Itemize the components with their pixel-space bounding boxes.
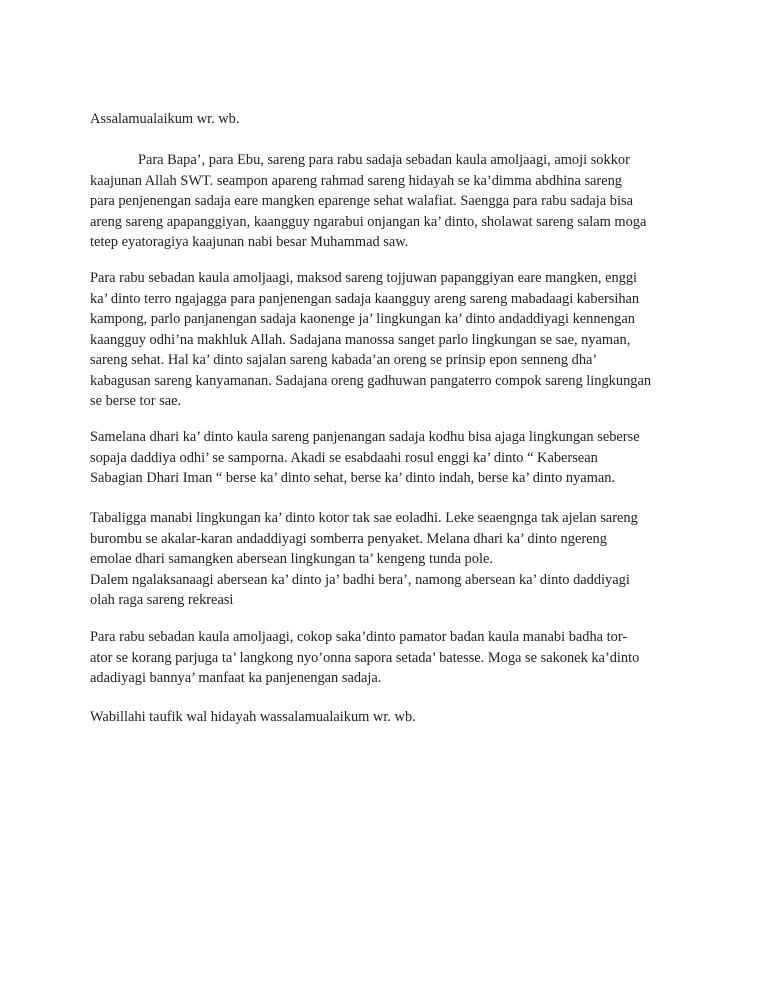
paragraph-line: sopaja daddiya odhi’ se samporna. Akadi se esabdaahi rosul enggi ka’ dinto “ Kabersean bbox=[90, 449, 598, 466]
paragraph-closing-remarks bbox=[90, 627, 665, 689]
paragraph-line: se berse tor sae. bbox=[90, 393, 182, 409]
paragraph-line: Para rabu sebadan kaula amoljaagi, cokop saka’dinto pamator badan kaula manabi badha tor- bbox=[90, 629, 628, 645]
paragraph-line: olah raga sareng rekreasi bbox=[90, 592, 234, 608]
paragraph-line: burombu se akalar-karan andaddiyagi somberra penyaket. Melana dhari ka’ dinto ngereng bbox=[90, 530, 607, 547]
paragraph-line: Dalem ngalaksanaagi abersean ka’ dinto ja’ badhi bera’, namong abersean ka’ dinto daddiyagi bbox=[90, 571, 630, 588]
paragraph-line: kaangguy odhi’na makhluk Allah. Sadajana manossa sanget parlo lingkungan se sae, nyaman, bbox=[90, 331, 631, 348]
paragraph-line: adadiyagi bannya’ manfaat ka panjenengan sadaja. bbox=[90, 670, 382, 686]
paragraph-line: sareng sehat. Hal ka’ dinto sajalan sareng kabada’an oreng se prinsip epon senneng dha’ bbox=[90, 352, 598, 368]
paragraph-line: ator se korang parjuga ta’ langkong nyo’onna sapora setada’ batesse. Moga se sakonek ka’dinto bbox=[90, 649, 640, 666]
paragraph-line: Samelana dhari ka’ dinto kaula sareng panjenangan sadaja kodhu bisa ajaga lingkungan seberse bbox=[90, 429, 640, 445]
paragraph-line: Para rabu sebadan kaula amoljaagi, maksod sareng tojjuwan papanggiyan eare mangken, enggi bbox=[90, 270, 638, 286]
paragraph-hadith bbox=[90, 427, 665, 489]
paragraph-line: kabagusan sareng kanyamanan. Sadajana oreng gadhuwan pangaterro compok sareng lingkungan bbox=[90, 372, 652, 389]
greeting-line: Assalamualaikum wr. wb. bbox=[90, 111, 240, 127]
closing-line: Wabillahi taufik wal hidayah wassalamualaikum wr. wb. bbox=[90, 709, 416, 725]
paragraph-line: para penjenengan sadaja eare mangken eparenge sehat walafiat. Saengga para rabu sadaja bisa bbox=[90, 193, 633, 209]
paragraph-purpose bbox=[90, 268, 665, 412]
paragraph-line: emolae dhari samangken abersean lingkungan ta’ kengeng tunda pole. bbox=[90, 551, 493, 567]
paragraph-line: tetep eyatoragiya kaajunan nabi besar Muhammad saw. bbox=[90, 234, 409, 250]
paragraph-line: kaajunan Allah SWT. seampon apareng rahmad sareng hidayah se ka’dimma abdhina sareng bbox=[90, 172, 622, 189]
greeting bbox=[90, 109, 665, 130]
paragraph-line: Para Bapa’, para Ebu, sareng para rabu sadaja sebadan kaula amoljaagi, amoji sokkor bbox=[138, 152, 630, 168]
paragraph-opening bbox=[90, 150, 665, 253]
paragraph-line: Sabagian Dhari Iman “ berse ka’ dinto sehat, berse ka’ dinto indah, berse ka’ dinto nyaman. bbox=[90, 470, 616, 486]
paragraph-line: Tabaligga manabi lingkungan ka’ dinto kotor tak sae eoladhi. Leke seaengnga tak ajelan sareng bbox=[90, 510, 638, 526]
paragraph-line: kampong, parlo panjanengan sadaja kaonenge ja’ lingkungan ka’ dinto andaddiyagi kennengan bbox=[90, 311, 635, 327]
paragraph-line: ka’ dinto terro ngajagga para panjenengan sadaja kaangguy areng sareng mabadaagi kabersihan bbox=[90, 290, 640, 307]
closing bbox=[90, 707, 665, 728]
paragraph-dirty-environment bbox=[90, 508, 665, 611]
paragraph-line: areng sareng apapanggiyan, kaangguy ngarabui onjangan ka’ dinto, sholawat sareng salam moga bbox=[90, 213, 647, 230]
